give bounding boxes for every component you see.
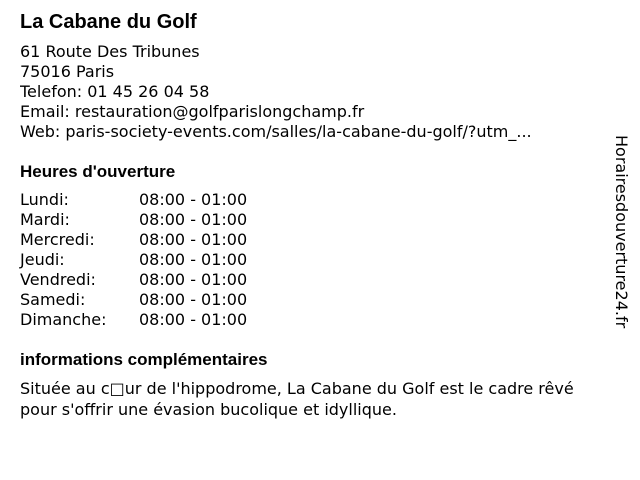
hours-day: Lundi: [20, 190, 69, 209]
opening-hours-heading: Heures d'ouverture [20, 162, 176, 181]
hours-row-saturday [20, 290, 605, 310]
hours-day: Vendredi: [20, 270, 96, 289]
additional-info-text: Située au c□ur de l'hippodrome, La Cabane du Golf est le cadre rêvé pour s'offrir une évasion bucolique et idyllique. [20, 379, 574, 419]
hours-day: Mercredi: [20, 230, 95, 249]
hours-day: Jeudi: [20, 250, 65, 269]
hours-day: Samedi: [20, 290, 86, 309]
site-watermark: Horairesdouverture24.fr [612, 135, 631, 329]
hours-row-monday [20, 190, 605, 210]
hours-time: 08:00 - 01:00 [139, 210, 248, 229]
hours-day: Mardi: [20, 210, 70, 229]
hours-time: 08:00 - 01:00 [139, 250, 248, 269]
business-name: La Cabane du Golf [20, 11, 197, 33]
email-line: Email: restauration@golfparislongchamp.fr [20, 102, 365, 121]
additional-info-heading: informations complémentaires [20, 350, 268, 369]
opening-hours-list [20, 190, 605, 330]
hours-time: 08:00 - 01:00 [139, 230, 248, 249]
hours-time: 08:00 - 01:00 [139, 190, 248, 209]
address-street: 61 Route Des Tribunes [20, 42, 200, 61]
business-card [20, 10, 605, 420]
hours-row-sunday [20, 310, 605, 330]
hours-row-wednesday [20, 230, 605, 250]
address-city: 75016 Paris [20, 62, 115, 81]
hours-time: 08:00 - 01:00 [139, 290, 248, 309]
hours-time: 08:00 - 01:00 [139, 310, 248, 329]
hours-row-friday [20, 270, 605, 290]
hours-row-tuesday [20, 210, 605, 230]
phone-line: Telefon: 01 45 26 04 58 [20, 82, 210, 101]
hours-time: 08:00 - 01:00 [139, 270, 248, 289]
hours-row-thursday [20, 250, 605, 270]
web-line: Web: paris-society-events.com/salles/la-cabane-du-golf/?utm_... [20, 122, 532, 141]
hours-day: Dimanche: [20, 310, 107, 329]
